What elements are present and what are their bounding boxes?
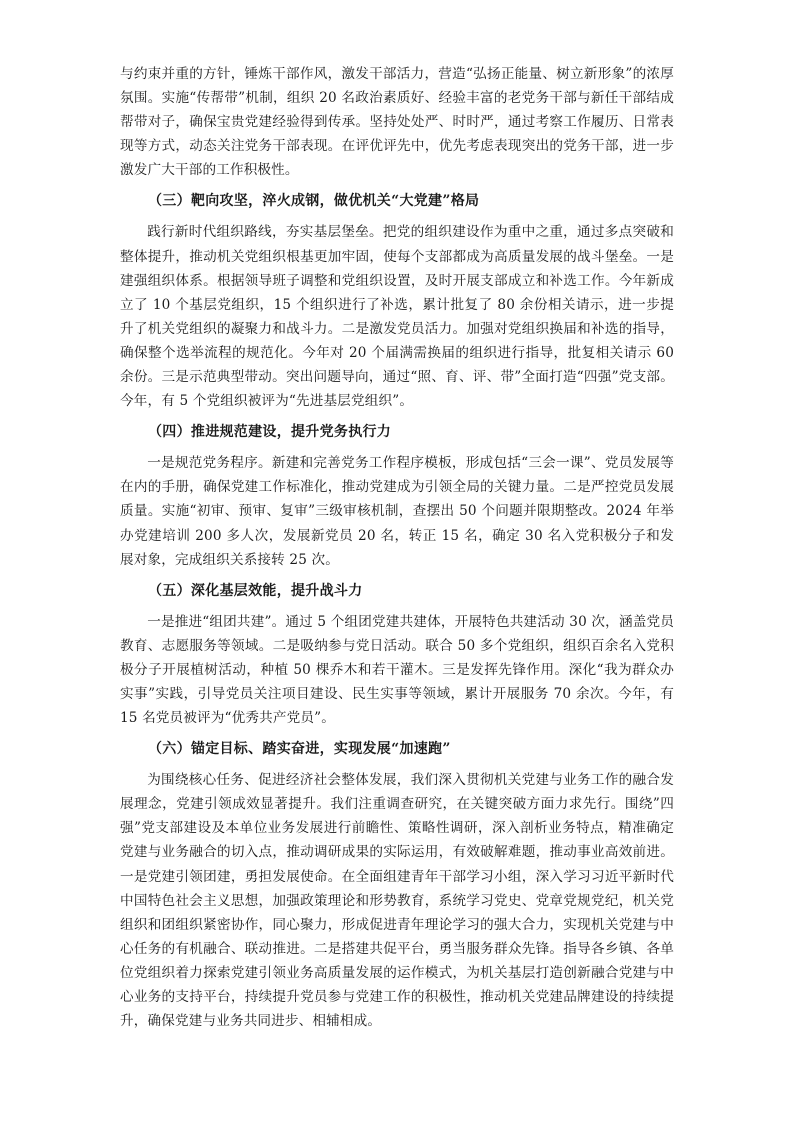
intro-paragraph: 与约束并重的方针，锤炼干部作风，激发干部活力，营造“弘扬正能量、树立新形象”的浓厚氛围。实施“传帮带”机制，组织 20 名政治素质好、经验丰富的老党务干部与新任干部结成帮带对子，确保宝贵党建经验得到传承。坚持处处严、时时严，通过考察工作履历、日常表现等方式，动态关注党务干部表现。在评优评先中，优先考虑表现突出的党务干部，进一步激发广大干部的工作积极性。 [120,66,674,179]
section-body: 一是规范党务程序。新建和完善党务工作程序模板，形成包括“三会一课”、党员发展等在内的手册，确保党建工作标准化，推动党建成为引领全局的关键力量。二是严控党员发展质量。实施“初审、预审、复审”三级审核机制，查摆出 50 个问题并限期整改。2024 年举办党建培训 200 多人次，发展新党员 20 名，转正 15 名，确定 30 名入党积极分子和发展对象，完成组织关系接转 25 次。 [120,455,674,568]
section-6 [120,737,674,1033]
section-heading: （六）锚定目标、踏实奋进，实现发展“加速跑” [148,741,451,758]
section-heading: （四）推进规范建设，提升党务执行力 [148,424,392,441]
section-4 [120,420,674,571]
section-body: 践行新时代组织路线，夯实基层堡垒。把党的组织建设作为重中之重，通过多点突破和整体提升，推动机关党组织根基更加牢固，使每个支部都成为高质量发展的战斗堡垒。一是建强组织体系。根据领导班子调整和党组织设置，及时开展支部成立和补选工作。今年新成立了 10 个基层党组织，15 个组织进行了补选，累计批复了 80 余份相关请示，进一步提升了机关党组织的凝聚力和战斗力。二是激发党员活力。加强对党组织换届和补选的指导，确保整个选举流程的规范化。今年对 20 个届满需换届的组织进行指导，批复相关请示 60 余份。三是示范典型带动。突出问题导向，通过“照、育、评、带”全面打造“四强”党支部。今年，有 5 个党组织被评为“先进基层党组织”。 [120,224,674,410]
document-page [120,62,674,1033]
section-heading: （三）靶向攻坚，淬火成钢，做优机关“大党建”格局 [148,193,480,210]
section-heading: （五）深化基层效能，提升战斗力 [148,582,363,599]
section-5 [120,579,674,730]
section-body: 为围绕核心任务、促进经济社会整体发展，我们深入贯彻机关党建与业务工作的融合发展理念，党建引领成效显著提升。我们注重调查研究，在关键突破方面力求先行。围绕”四强”党支部建设及本单位业务发展进行前瞻性、策略性调研，深入剖析业务特点，精准确定党建与业务融合的切入点，推动调研成果的实际运用，有效破解难题，推动事业高效前进。一是党建引领团建，勇担发展使命。在全面组建青年干部学习小组，深入学习习近平新时代中国特色社会主义思想，加强政策理论和形势教育，系统学习党史、党章党规党纪，机关党组织和团组织紧密协作，同心聚力，形成促进青年理论学习的强大合力，实现机关党建与中心任务的有机融合、联动推进。二是搭建共促平台，勇当服务群众先锋。指导各乡镇、各单位党组织着力探索党建引领业务高质量发展的运作模式，为机关基层打造创新融合党建与中心业务的支持平台，持续提升党员参与党建工作的积极性，推动机关党建品牌建设的持续提升，确保党建与业务共同进步、相辅相成。 [120,772,674,1030]
section-3 [120,189,674,413]
section-body: 一是推进“组团共建”。通过 5 个组团党建共建体，开展特色共建活动 30 次，涵盖党员教育、志愿服务等领域。二是吸纳参与党日活动。联合 50 多个党组织，组织百余名入党积极分子开展植树活动，种植 50 棵乔木和若干灌木。三是发挥先锋作用。深化“我为群众办实事”实践，引导党员关注项目建设、民生实事等领域，累计开展服务 70 余次。今年，有 15 名党员被评为“优秀共产党员”。 [120,613,674,727]
